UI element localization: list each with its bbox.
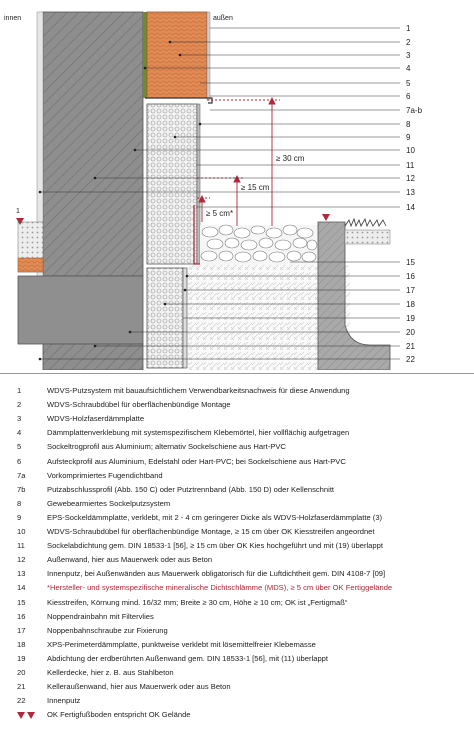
callout-number: 12 <box>406 174 415 183</box>
legend-key: 20 <box>17 668 26 677</box>
legend-key: 21 <box>17 682 26 692</box>
legend-key: 15 <box>17 597 26 607</box>
legend-text: Kellerdecke, hier z. B. aus Stahlbeton <box>47 668 174 677</box>
callout-number: 4 <box>406 64 411 73</box>
legend-text: Kiesstreifen, Körnung mind. 16/32 mm; Breite ≥ 30 cm, Höhe ≥ 10 cm; OK ist „Fertigmaß“ <box>47 597 348 607</box>
legend-text: Noppenbahnschraube zur Fixierung <box>47 625 168 635</box>
basement-wall <box>43 344 143 370</box>
legend-key: 3 <box>17 414 22 424</box>
callout-number: 9 <box>406 133 411 142</box>
ground-level-marker <box>322 214 330 221</box>
legend-text: Kelleraußenwand, hier aus Mauerwerk oder aus Beton <box>47 682 231 692</box>
callout-number: 20 <box>406 328 415 337</box>
render-layer <box>207 12 210 100</box>
legend-key: 2 <box>17 400 22 410</box>
callout-number: 17 <box>406 286 415 295</box>
dim-label-30: ≥ 30 cm <box>276 154 305 163</box>
callout-number: 6 <box>406 92 411 101</box>
legend-text: Aufsteckprofil aus Aluminium, Edelstahl oder Hart-PVC; bei Sockelschiene aus Hart-PVC <box>47 456 346 466</box>
legend-text: Gewebearmiertes Sockelputzsystem <box>47 498 171 508</box>
xps-perimeter-insulation <box>147 268 183 368</box>
legend-key: 22 <box>17 696 26 706</box>
gravel-strip <box>200 225 318 265</box>
legend-text: Innenputz, bei Außenwänden aus Mauerwerk obligatorisch für die Luftdichtheit gem. DIN 4108-7 [09] <box>47 569 386 579</box>
callout-number: 5 <box>406 79 411 88</box>
legend-key: 12 <box>17 555 26 565</box>
legend-key: 4 <box>17 428 22 438</box>
legend-key: 17 <box>17 625 26 635</box>
callout-number: 8 <box>406 120 411 129</box>
legend-key: 1 <box>17 386 22 395</box>
divider <box>0 373 474 374</box>
legend-text: Sockeltrogprofil aus Aluminium; alternativ Sockelschiene aus Hart-PVC <box>47 442 286 452</box>
legend-text: EPS-Sockeldämmplatte, verklebt, mit 2 - 4 cm geringerer Dicke als WDVS-Holzfaserdämmplatte (3) <box>47 512 383 522</box>
ground-surface <box>345 230 390 244</box>
callout-number: 16 <box>406 272 415 281</box>
legend-text: Vorkomprimiertes Fugendichtband <box>47 470 163 480</box>
outside-label: außen <box>213 15 233 22</box>
inside-label: innen <box>4 15 22 22</box>
legend-key: 9 <box>17 512 22 522</box>
legend-text: OK Fertigfußboden entspricht OK Gelände <box>47 710 191 720</box>
legend-key: 8 <box>17 498 22 508</box>
callout-number: 13 <box>406 188 415 197</box>
legend-text: Abdichtung der erdberührten Außenwand gem. DIN 18533-1 [56], mit (11) überlappt <box>47 653 328 663</box>
dim-label-15: ≥ 15 cm <box>241 183 270 192</box>
legend-key: 7a <box>17 470 26 480</box>
legend-text: XPS-Perimeterdämmplatte, punktweise verklebt mit lösemittelfreier Klebemasse <box>47 639 316 649</box>
callout-number: 11 <box>406 161 415 170</box>
legend-key: 6 <box>17 456 22 466</box>
level-triangle-icon <box>27 712 35 719</box>
legend-text: Innenputz <box>47 696 81 706</box>
legend-text: WDVS-Putzsystem mit bauaufsichtlichem Verwendbarkeitsnachweis für diese Anwendung <box>47 386 350 395</box>
legend-text: Außenwand, hier aus Mauerwerk oder aus Beton <box>47 555 213 565</box>
legend-key <box>17 708 47 721</box>
legend-key: 11 <box>17 541 25 551</box>
callout-number: 18 <box>406 300 415 309</box>
legend-text: Sockelabdichtung gem. DIN 18533-1 [56], ≥ 15 cm über OK Kies hochgeführt und mit (19) überlappt <box>47 541 383 551</box>
eps-plinth-insulation <box>147 104 197 264</box>
legend-key: 16 <box>17 611 26 621</box>
callout-number: 19 <box>406 314 415 323</box>
legend-text: WDVS-Holzfaserdämmplatte <box>47 414 145 424</box>
plinth-render <box>197 104 200 264</box>
legend-text: WDVS-Schraubdübel für oberflächenbündige Montage <box>47 400 231 410</box>
legend-key: 5 <box>17 442 22 452</box>
level-triangle-icon <box>17 712 25 719</box>
legend-text: Noppendrainbahn mit Filtervlies <box>47 611 154 621</box>
legend-key: 18 <box>17 639 26 649</box>
legend-key: 14 <box>17 583 26 593</box>
legend-key: 13 <box>17 569 26 579</box>
level-marker-label: 1 <box>16 208 20 215</box>
legend-key: 10 <box>17 527 26 536</box>
exterior-wall <box>43 12 143 276</box>
legend-text: *Hersteller- und systemspezifische mineralische Dichtschlämme (MDS), ≥ 5 cm über OK Fertiggelände <box>47 583 393 593</box>
adhesive-layer <box>143 12 147 98</box>
callout-number: 2 <box>406 38 411 47</box>
dim-label-5: ≥ 5 cm* <box>206 209 234 218</box>
callout-number: 22 <box>406 355 415 364</box>
callout-number: 3 <box>406 51 411 60</box>
callout-number: 15 <box>406 258 415 267</box>
legend-key: 7b <box>17 484 26 494</box>
legend-text: Putzabschlussprofil (Abb. 150 C) oder Putztrennband (Abb. 150 D) oder Kellenschnitt <box>47 484 335 494</box>
plinth-profile <box>145 98 212 103</box>
callout-number: 10 <box>406 146 415 155</box>
callout-number: 1 <box>406 24 411 33</box>
legend-text: WDVS-Schraubdübel für oberflächenbündige Montage, ≥ 15 cm über OK Kiesstreifen angeordnet <box>47 527 375 536</box>
basement-ceiling <box>18 276 143 344</box>
callout-number: 7a-b <box>406 106 423 115</box>
legend-text: Dämmplattenverklebung mit systemspezifischem Klebemörtel, hier vollflächig aufgetragen <box>47 428 350 438</box>
callout-number: 14 <box>406 203 415 212</box>
callout-number: 21 <box>406 342 415 351</box>
legend-key: 19 <box>17 653 26 663</box>
